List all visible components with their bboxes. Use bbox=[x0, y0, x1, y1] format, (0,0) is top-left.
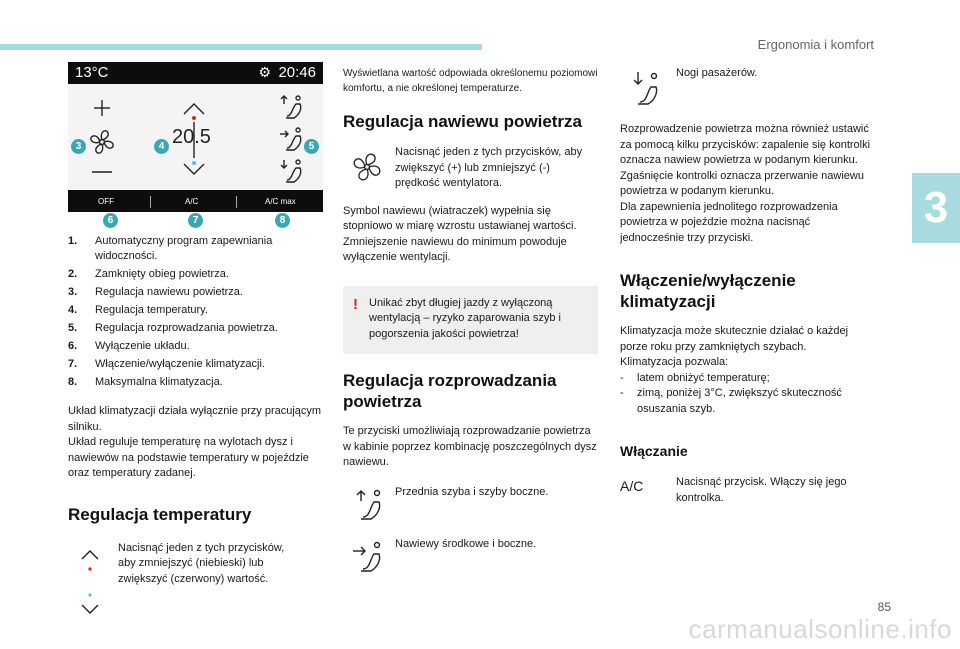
callout-badge: 8 bbox=[275, 213, 290, 228]
column-1 bbox=[68, 62, 323, 621]
fan-instruction-text: Nacisnąć jeden z tych przycisków, aby zwiększyć (+) lub zmniejszyć (-) prędkość wentylatora. bbox=[395, 146, 583, 189]
climate-screen bbox=[68, 62, 323, 226]
center-vent-airflow-icon bbox=[343, 537, 395, 575]
ac-text: Klimatyzacja może skutecznie działać o każdej porze roku przy zamkniętych szybach. Klimatyzacja pozwala: bbox=[620, 325, 849, 368]
distribution-heading: Regulacja rozprowadzania powietrza bbox=[343, 371, 557, 411]
climate-control-panel bbox=[68, 84, 323, 190]
fan-heading: Regulacja nawiewu powietrza bbox=[343, 112, 583, 131]
temp-heading: Regulacja temperatury bbox=[68, 504, 252, 524]
windscreen-airflow-icon bbox=[343, 485, 395, 523]
dist-center-row bbox=[343, 537, 598, 575]
fan-icon bbox=[343, 145, 395, 191]
column-3 bbox=[620, 66, 875, 506]
temp-buttons-icon bbox=[68, 541, 114, 621]
outside-temperature: 13°C bbox=[75, 64, 109, 81]
fan-plus-icon bbox=[94, 100, 110, 116]
warning-box bbox=[343, 286, 598, 355]
button-separator bbox=[236, 196, 237, 208]
section-title: Ergonomia i komfort bbox=[757, 37, 874, 52]
windscreen-airflow-icon bbox=[281, 96, 301, 118]
clock: 20:46 bbox=[278, 64, 316, 81]
distribution-text: Te przyciski umożliwiają rozprowadzanie powietrza w kabinie poprzez kombinację poszczególnych dysz nawiewu. bbox=[343, 425, 597, 468]
ac-max-button[interactable]: A/C max bbox=[265, 197, 296, 206]
legend-item: 4. Regulacja temperatury. bbox=[68, 304, 208, 316]
ac-heading: Włączenie/wyłączenie klimatyzacji bbox=[620, 271, 796, 311]
watermark: carmanualsonline.info bbox=[688, 614, 952, 644]
dist-feet-row bbox=[620, 66, 875, 108]
warning-icon: ! bbox=[353, 295, 358, 313]
legend-item: 8. Maksymalna klimatyzacja. bbox=[68, 376, 223, 388]
screen-bottom-bar bbox=[68, 192, 323, 212]
chapter-tab: 3 bbox=[912, 173, 960, 243]
ac-bullet: - zimą, poniżej 3°C, zwiększyć skuteczność osuszania szyb. bbox=[620, 387, 842, 415]
legend-item: 5. Regulacja rozprowadzania powietrza. bbox=[68, 322, 278, 334]
callout-badge: 5 bbox=[304, 139, 319, 154]
legend-item: 2. Zamknięty obieg powietrza. bbox=[68, 268, 229, 280]
feet-airflow-icon bbox=[281, 160, 301, 182]
temp-down-chevron-icon bbox=[184, 164, 204, 174]
legend-list bbox=[68, 234, 323, 390]
legend-item: 6. Wyłączenie układu. bbox=[68, 340, 190, 352]
screen-status-bar bbox=[68, 62, 323, 84]
dist-feet-text: Nogi pasażerów. bbox=[676, 67, 758, 79]
display-note: Wyświetlana wartość odpowiada określonemu poziomowi komfortu, a nie określonej temperaturze. bbox=[343, 68, 598, 94]
top-accent-bar bbox=[0, 44, 482, 50]
ac-bullet: - latem obniżyć temperaturę; bbox=[620, 371, 770, 384]
gear-icon: ⚙ bbox=[258, 64, 271, 80]
button-separator bbox=[150, 196, 151, 208]
fan-instruction bbox=[343, 145, 598, 192]
callout-badge: 7 bbox=[188, 213, 203, 228]
dist-windscreen-row bbox=[343, 485, 598, 523]
legend-item: 7. Włączenie/wyłączenie klimatyzacji. bbox=[68, 358, 265, 370]
callout-badge: 6 bbox=[103, 213, 118, 228]
warning-text: Unikać zbyt długiej jazdy z wyłączoną wentylacją – ryzyko zaparowania szyb i pogorszenia jakości powietrza! bbox=[369, 296, 561, 340]
dist-center-text: Nawiewy środkowe i boczne. bbox=[395, 537, 537, 550]
switch-on-heading: Włączanie bbox=[620, 443, 688, 459]
temp-instruction bbox=[68, 541, 323, 621]
callout-badge: 3 bbox=[71, 139, 86, 154]
temp-up-chevron-icon bbox=[184, 104, 204, 114]
distribution-text-2: Rozprowadzenie powietrza można również ustawić za pomocą kilku przycisków: zapalenie się kontrolki oznacza nawiew powietrza w podanym kierunku. Zgaśnięcie kontrolki oznacza przerwanie nawiewu powietrza w podanym kierunku. Dla zapewnienia jednolitego rozprowadzenia powietrza w pojeździe można nacisnąć jednocześnie trzy przyciski. bbox=[620, 123, 871, 244]
legend-item: 1. Automatyczny program zapewniania widoczności. bbox=[68, 235, 273, 262]
fan-symbol-text: Symbol nawiewu (wiatraczek) wypełnia się stopniowo w miarę wzrostu ustawianej wartości. Zmniejszenie nawiewu do minimum powoduje wyłączenie wentylacji. bbox=[343, 204, 577, 263]
fan-icon bbox=[91, 131, 113, 153]
switch-on-row bbox=[620, 475, 875, 506]
callout-badge: 4 bbox=[154, 139, 169, 154]
switch-on-text: Nacisnąć przycisk. Włączy się jego kontrolka. bbox=[676, 476, 847, 504]
feet-airflow-icon bbox=[620, 66, 676, 108]
temp-instruction-text: Nacisnąć jeden z tych przycisków, aby zmniejszyć (niebieski) lub zwiększyć (czerwony) wartość. bbox=[118, 541, 285, 585]
page-number: 85 bbox=[877, 600, 891, 614]
ac-button-icon: A/C bbox=[620, 478, 644, 494]
column-2 bbox=[343, 66, 598, 575]
center-vent-airflow-icon bbox=[280, 128, 301, 150]
intro-text: Układ klimatyzacji działa wyłącznie przy pracującym silniku. Układ reguluje temperaturę na wylotach dysz i nawiewów na podstawie temperatury w pojeździe oraz temperatury zadanej. bbox=[68, 405, 322, 479]
temp-blue-dot bbox=[192, 161, 196, 165]
dist-windscreen-text: Przednia szyba i szyby boczne. bbox=[395, 485, 549, 498]
off-button[interactable]: OFF bbox=[98, 197, 114, 206]
set-temperature: 20.5 bbox=[172, 126, 211, 148]
temp-red-dot bbox=[192, 116, 196, 120]
legend-item: 3. Regulacja nawiewu powietrza. bbox=[68, 286, 243, 298]
ac-button[interactable]: A/C bbox=[185, 197, 199, 206]
